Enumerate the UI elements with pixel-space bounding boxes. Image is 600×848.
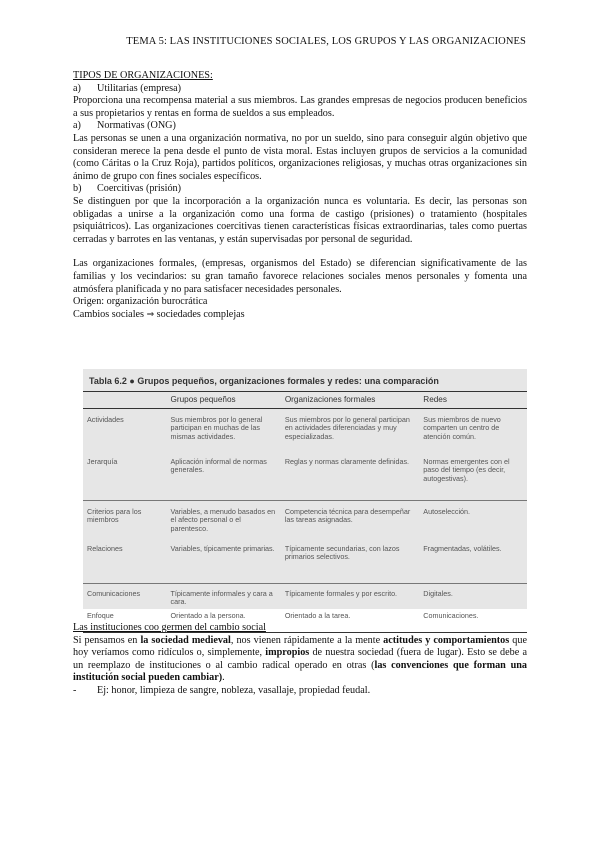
text-span: Si pensamos en bbox=[73, 634, 141, 646]
origin-line: Origen: organización burocrática bbox=[73, 296, 208, 308]
type-a-title bbox=[73, 83, 527, 96]
type-b-label: Normativas (ONG) bbox=[97, 120, 176, 132]
table-cell: Sus miembros por lo general participan en muchas de las mismas actividades. bbox=[170, 414, 263, 441]
bold-span: impropios bbox=[265, 647, 310, 659]
table-cell: Comunicaciones. bbox=[419, 610, 527, 633]
comparison-table-figure bbox=[83, 369, 527, 620]
type-c-letter: b) bbox=[73, 183, 82, 195]
table-cell: Típicamente formales y por escrito. bbox=[281, 583, 419, 610]
table-caption-number: Tabla 6.2 bbox=[89, 376, 127, 386]
example-text: Ej: honor, limpieza de sangre, nobleza, vasallaje, propiedad feudal. bbox=[97, 684, 371, 696]
page-header: TEMA 5: LAS INSTITUCIONES SOCIALES, LOS GRUPOS Y LAS ORGANIZACIONES bbox=[126, 36, 526, 47]
table-row bbox=[83, 543, 527, 584]
bold-span: actitudes y comportamientos bbox=[383, 634, 510, 646]
table-cell: Sus miembros de nuevo comparten un centro de atención común. bbox=[423, 414, 501, 441]
table-cell: Digitales. bbox=[419, 583, 527, 610]
table-cell: Orientado a la tarea. bbox=[281, 610, 419, 633]
type-a-letter: a) bbox=[73, 82, 81, 94]
institutions-heading: Las instituciones coo germen del cambio social bbox=[73, 622, 266, 633]
type-a-text: Proporciona una recompensa material a sus miembros. Las grandes empresas de negocios producen beneficios a sus propietarios y rentas en forma de sueldos a sus empleados. bbox=[73, 95, 527, 119]
institutions-paragraph bbox=[73, 635, 527, 685]
bold-span: la sociedad medieval bbox=[140, 634, 231, 646]
table-cell: Criterios para los miembros bbox=[83, 500, 167, 543]
table-row bbox=[83, 408, 527, 456]
bold-span: las convenciones que forman una institución social pueden cambiar) bbox=[73, 659, 527, 684]
section-types bbox=[73, 70, 527, 321]
table-cell: Típicamente informales y cara a cara. bbox=[167, 583, 281, 610]
formal-organizations-text: Las organizaciones formales, (empresas, organismos del Estado) se diferencian significativamente de las familias y los vecindarios: su gran tamaño favorece relaciones sociales menos personales y fomenta una atmósfera planificada y no para satisfacer necesidades personales. bbox=[73, 258, 527, 295]
table-cell: Actividades bbox=[87, 414, 124, 424]
table-header-empty bbox=[83, 392, 167, 409]
type-a-label: Utilitarias (empresa) bbox=[97, 82, 182, 94]
table-cell: Enfoque bbox=[83, 610, 167, 633]
table-cell: Comunicaciones bbox=[83, 583, 167, 610]
type-c-text: Se distinguen por que la incorporación a la organización nunca es voluntaria. Es decir, las personas son obligadas a unirse a la organización como una forma de castigo (prisiones) o tratamiento (hospitales psiquiátricos). Las organizaciones coercitivas tienen características físicas extraordinarias, tales como puertas cerradas y barrotes en las ventanas, y están supervisadas por personal de seguridad. bbox=[73, 195, 527, 245]
text-span: de nuestra sociedad (fuera de lugar). Esto se debe a un reemplazo de instituciones o al cambio radical operado en otras ( bbox=[73, 647, 527, 671]
bullet-icon: ● bbox=[129, 376, 135, 386]
table-caption bbox=[89, 376, 439, 386]
text-span: , nos vienen rápidamente a la mente bbox=[230, 634, 384, 646]
table-cell: Autoselección. bbox=[419, 500, 527, 543]
changes-left: Cambios sociales bbox=[73, 308, 145, 320]
text-span: . bbox=[222, 672, 225, 684]
table-cell: Jerarquía bbox=[87, 456, 118, 466]
social-changes-line bbox=[73, 309, 527, 322]
table-header-networks: Redes bbox=[419, 392, 527, 409]
types-heading: TIPOS DE ORGANIZACIONES: bbox=[73, 70, 213, 81]
table-cell: Variables, típicamente primarias. bbox=[170, 543, 275, 553]
table-cell: Competencia técnica para desempeñar las tareas asignadas. bbox=[281, 500, 419, 543]
example-bullet bbox=[73, 685, 527, 698]
type-b-text: Las personas se unen a una organización normativa, no por un sueldo, sino para conseguir algún objetivo que consideran merece la pena desde el punto de vista moral. Estas incluyen grupos de servicios a la comunidad (como Cáritas o la Cruz Roja), partidos políticos, organizaciones religiosas, y muchas otras organizaciones sin ánimo de grupo con fines sociales específicos. bbox=[73, 132, 527, 182]
table-cell: Reglas y normas claramente definidas. bbox=[284, 456, 410, 466]
table-caption-text: Grupos pequeños, organizaciones formales y redes: una comparación bbox=[137, 376, 439, 386]
type-b-letter: a) bbox=[73, 120, 81, 132]
text-span: que hoy veríamos como ridículos o, simplemente, bbox=[73, 634, 528, 659]
table-cell: Fragmentadas, volátiles. bbox=[423, 543, 502, 553]
type-c-title bbox=[73, 183, 527, 196]
dash-icon: - bbox=[73, 684, 77, 696]
table-header-formal-orgs: Organizaciones formales bbox=[281, 392, 419, 409]
table-header-small-groups: Grupos pequeños bbox=[167, 392, 281, 409]
table-row bbox=[83, 500, 527, 543]
table-cell: Sus miembros por lo general participan en actividades diferenciadas y muy especializadas. bbox=[284, 414, 410, 441]
right-double-arrow-icon: ⇒ bbox=[146, 309, 155, 320]
table-row bbox=[83, 583, 527, 610]
type-b-title bbox=[73, 120, 527, 133]
table-cell: Relaciones bbox=[87, 543, 123, 553]
table-row bbox=[83, 456, 527, 501]
changes-right: sociedades complejas bbox=[156, 308, 245, 320]
table-cell: Normas emergentes con el paso del tiempo (es decir, autogestivas). bbox=[423, 456, 510, 483]
table-cell: Orientado a la persona. bbox=[167, 610, 281, 633]
table-cell: Variables, a menudo basados en el afecto personal o el parentesco. bbox=[167, 500, 281, 543]
type-c-label: Coercitivas (prisión) bbox=[97, 183, 182, 195]
comparison-table bbox=[83, 391, 527, 633]
section-institutions bbox=[73, 622, 527, 698]
table-cell: Aplicación informal de normas generales. bbox=[170, 456, 267, 475]
table-cell: Típicamente secundarias, con lazos primarios selectivos. bbox=[284, 543, 400, 562]
